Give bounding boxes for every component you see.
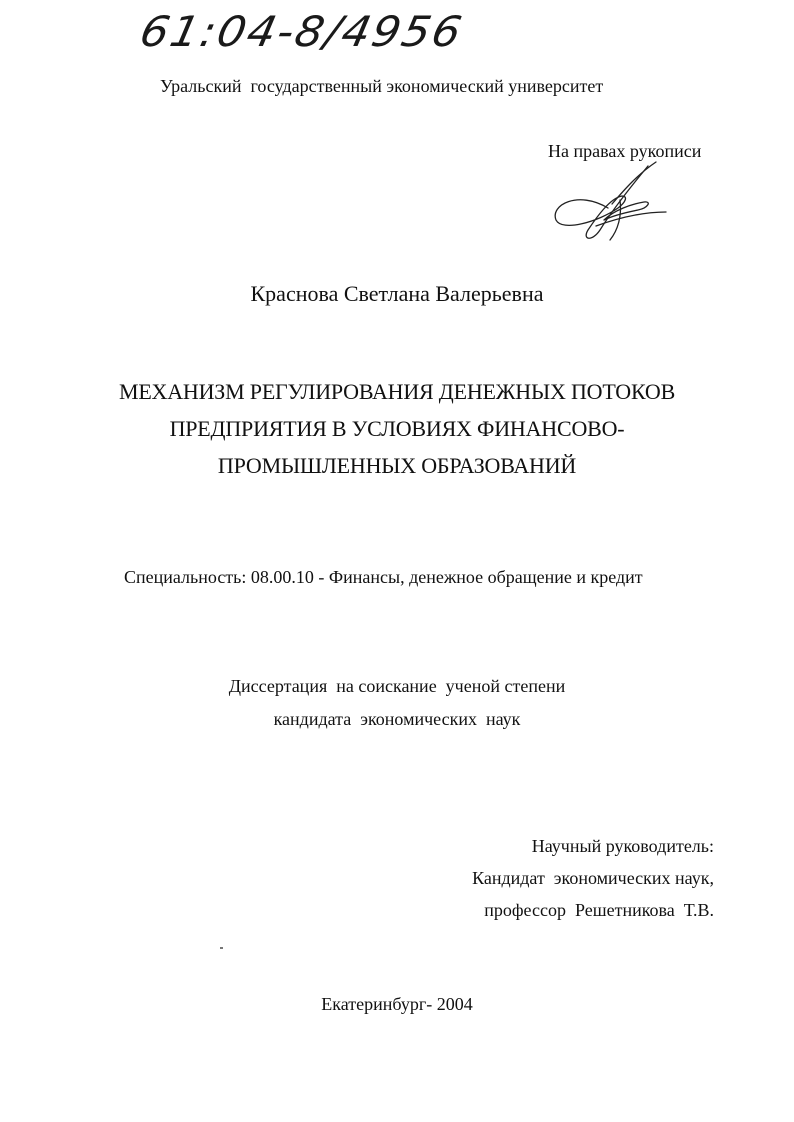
title-line-1: МЕХАНИЗМ РЕГУЛИРОВАНИЯ ДЕНЕЖНЫХ ПОТОКОВ [118, 379, 676, 404]
dissertation-title [0, 373, 794, 484]
university-name: Уральский государственный экономический университет [160, 76, 604, 96]
title-line-3: ПРОМЫШЛЕННЫХ ОБРАЗОВАНИЙ [217, 453, 577, 478]
city-year: Екатеринбург- 2004 [321, 994, 473, 1014]
title-line-2: ПРЕДПРИЯТИЯ В УСЛОВИЯХ ФИНАНСОВО- [169, 416, 625, 441]
supervisor-block [472, 830, 714, 926]
specialty-line: Специальность: 08.00.10 - Финансы, денежное обращение и кредит [124, 567, 643, 587]
degree-statement [0, 670, 794, 736]
scan-speck [220, 947, 223, 949]
supervisor-degree: Кандидат экономических наук, [472, 868, 714, 888]
archive-code-handwritten: 61:04-8/4956 [135, 8, 468, 57]
degree-line-2: кандидата экономических наук [273, 709, 521, 729]
author-name: Краснова Светлана Валерьевна [250, 281, 544, 306]
supervisor-name: профессор Решетникова Т.В. [484, 900, 714, 920]
degree-line-1: Диссертация на соискание ученой степени [228, 676, 566, 696]
signature-icon [548, 160, 668, 248]
supervisor-label: Научный руководитель: [531, 836, 714, 856]
manuscript-rights-note: На правах рукописи [548, 141, 702, 161]
